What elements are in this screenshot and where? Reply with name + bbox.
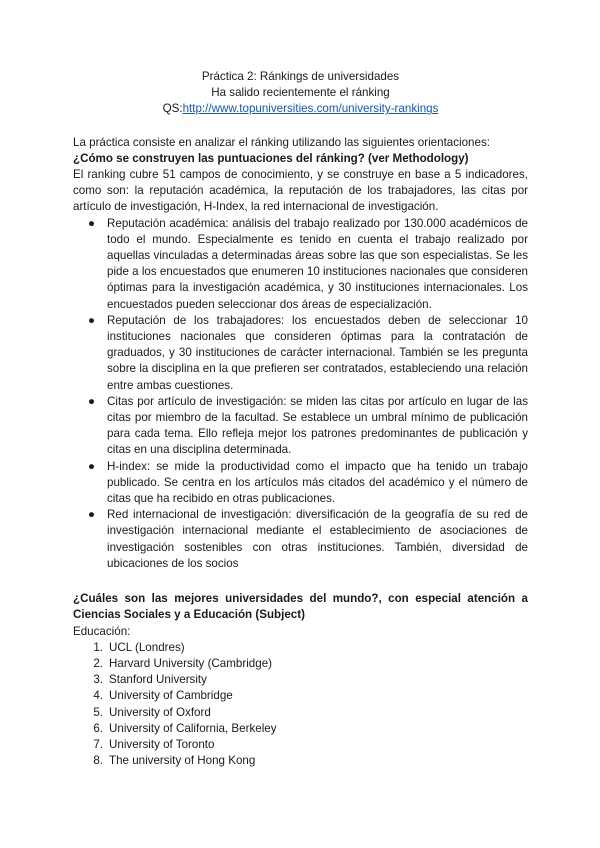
list-item — [73, 313, 528, 394]
list-item — [73, 705, 528, 721]
rank-number: 6. — [93, 721, 103, 735]
bullet-icon: ● — [88, 394, 96, 408]
university-name: University of Cambridge — [109, 689, 233, 703]
qs-line — [73, 101, 528, 117]
list-item-text: Citas por artículo de investigación: se miden las citas por artículo en lugar de las citas por miembro de la facultad. Se establece un umbral mínimo de publicación para cada tema. Ello refleja mejor los patrones predominantes de publicación y citas en una disciplina determinada. — [107, 394, 528, 457]
rank-number: 7. — [93, 737, 103, 751]
section1-heading: ¿Cómo se construyen las puntuaciones del ránking? (ver Methodology) — [73, 151, 469, 165]
section2-heading: ¿Cuáles son las mejores universidades del mundo?, con especial atención a Ciencias Sociales y a Educación (Subject) — [73, 592, 528, 622]
qs-link[interactable]: http://www.topuniversities.com/university-rankings — [182, 102, 439, 116]
indicator-list — [73, 216, 528, 572]
list-item-text: H-index: se mide la productividad como el impacto que ha tenido un trabajo publicado. Se centra en los artículos más citados del académico y el número de citas que ha recibido en otras publicaciones. — [107, 459, 528, 506]
list-item-text: Reputación de los trabajadores: los encuestados deben de seleccionar 10 instituciones nacionales que consideren óptimas para la contratación de graduados, y 30 instituciones de carácter internacional. También se les pregunta sobre la disciplina en la que prefieren ser contratados, estableciendo una relación entre ambas cuestiones. — [107, 313, 528, 392]
bullet-icon: ● — [88, 216, 96, 230]
rank-number: 8. — [93, 754, 103, 768]
list-item — [73, 507, 528, 572]
university-name: Harvard University (Cambridge) — [109, 656, 272, 670]
list-item — [73, 394, 528, 459]
list-item — [73, 656, 528, 672]
document-subtitle: Ha salido recientemente el ránking — [211, 86, 390, 100]
intro-text: La práctica consiste en analizar el ránking utilizando las siguientes orientaciones: — [73, 135, 490, 149]
university-name: University of California, Berkeley — [109, 721, 277, 735]
list-item — [73, 459, 528, 508]
list-item — [73, 640, 528, 656]
rank-number: 3. — [93, 673, 103, 687]
university-name: University of Oxford — [109, 705, 211, 719]
document-header — [73, 69, 528, 118]
section2-subheading: Educación: — [73, 624, 131, 638]
qs-label: QS: — [162, 102, 183, 116]
rank-number: 2. — [93, 656, 103, 670]
list-item — [73, 737, 528, 753]
bullet-icon: ● — [88, 508, 96, 522]
list-item — [73, 216, 528, 313]
university-name: University of Toronto — [109, 737, 215, 751]
list-item-text: Red internacional de investigación: diversificación de la geografía de su red de investigación internacional mediante el establecimiento de asociaciones de investigación sostenibles con otras instituciones. También, diversidad de ubicaciones de los socios — [107, 508, 528, 570]
university-name: Stanford University — [109, 673, 207, 687]
list-item — [73, 753, 528, 769]
document-title: Práctica 2: Ránkings de universidades — [201, 70, 400, 83]
list-item — [73, 688, 528, 704]
rank-number: 4. — [93, 689, 103, 703]
list-item — [73, 672, 528, 688]
section1-paragraph: El ranking cubre 51 campos de conocimiento, y se construye en base a 5 indicadores, como son: la reputación académica, la reputación de los trabajadores, las citas por artículo de investigación, H-Index, la red internacional de investigación. — [73, 168, 528, 214]
bullet-icon: ● — [88, 313, 96, 327]
document-page — [73, 69, 528, 769]
rank-number: 5. — [93, 705, 103, 719]
university-name: UCL (Londres) — [109, 640, 185, 654]
list-item-text: Reputación académica: análisis del trabajo realizado por 130.000 académicos de todo el mundo. Especialmente es tenido en cuenta el trabajo realizado por aquellas vinculadas a determinadas áreas sobre las que son especialistas. Se les pide a los encuestados que enumeren 10 instituciones nacionales que consideren óptimas para la investigación académica, y 30 instituciones internacionales. Los encuestados pueden seleccionar dos áreas de especialización. — [107, 216, 528, 311]
bullet-icon: ● — [88, 459, 96, 473]
rank-number: 1. — [93, 640, 103, 654]
university-name: The university of Hong Kong — [109, 754, 256, 768]
ranking-list — [73, 640, 528, 770]
list-item — [73, 721, 528, 737]
